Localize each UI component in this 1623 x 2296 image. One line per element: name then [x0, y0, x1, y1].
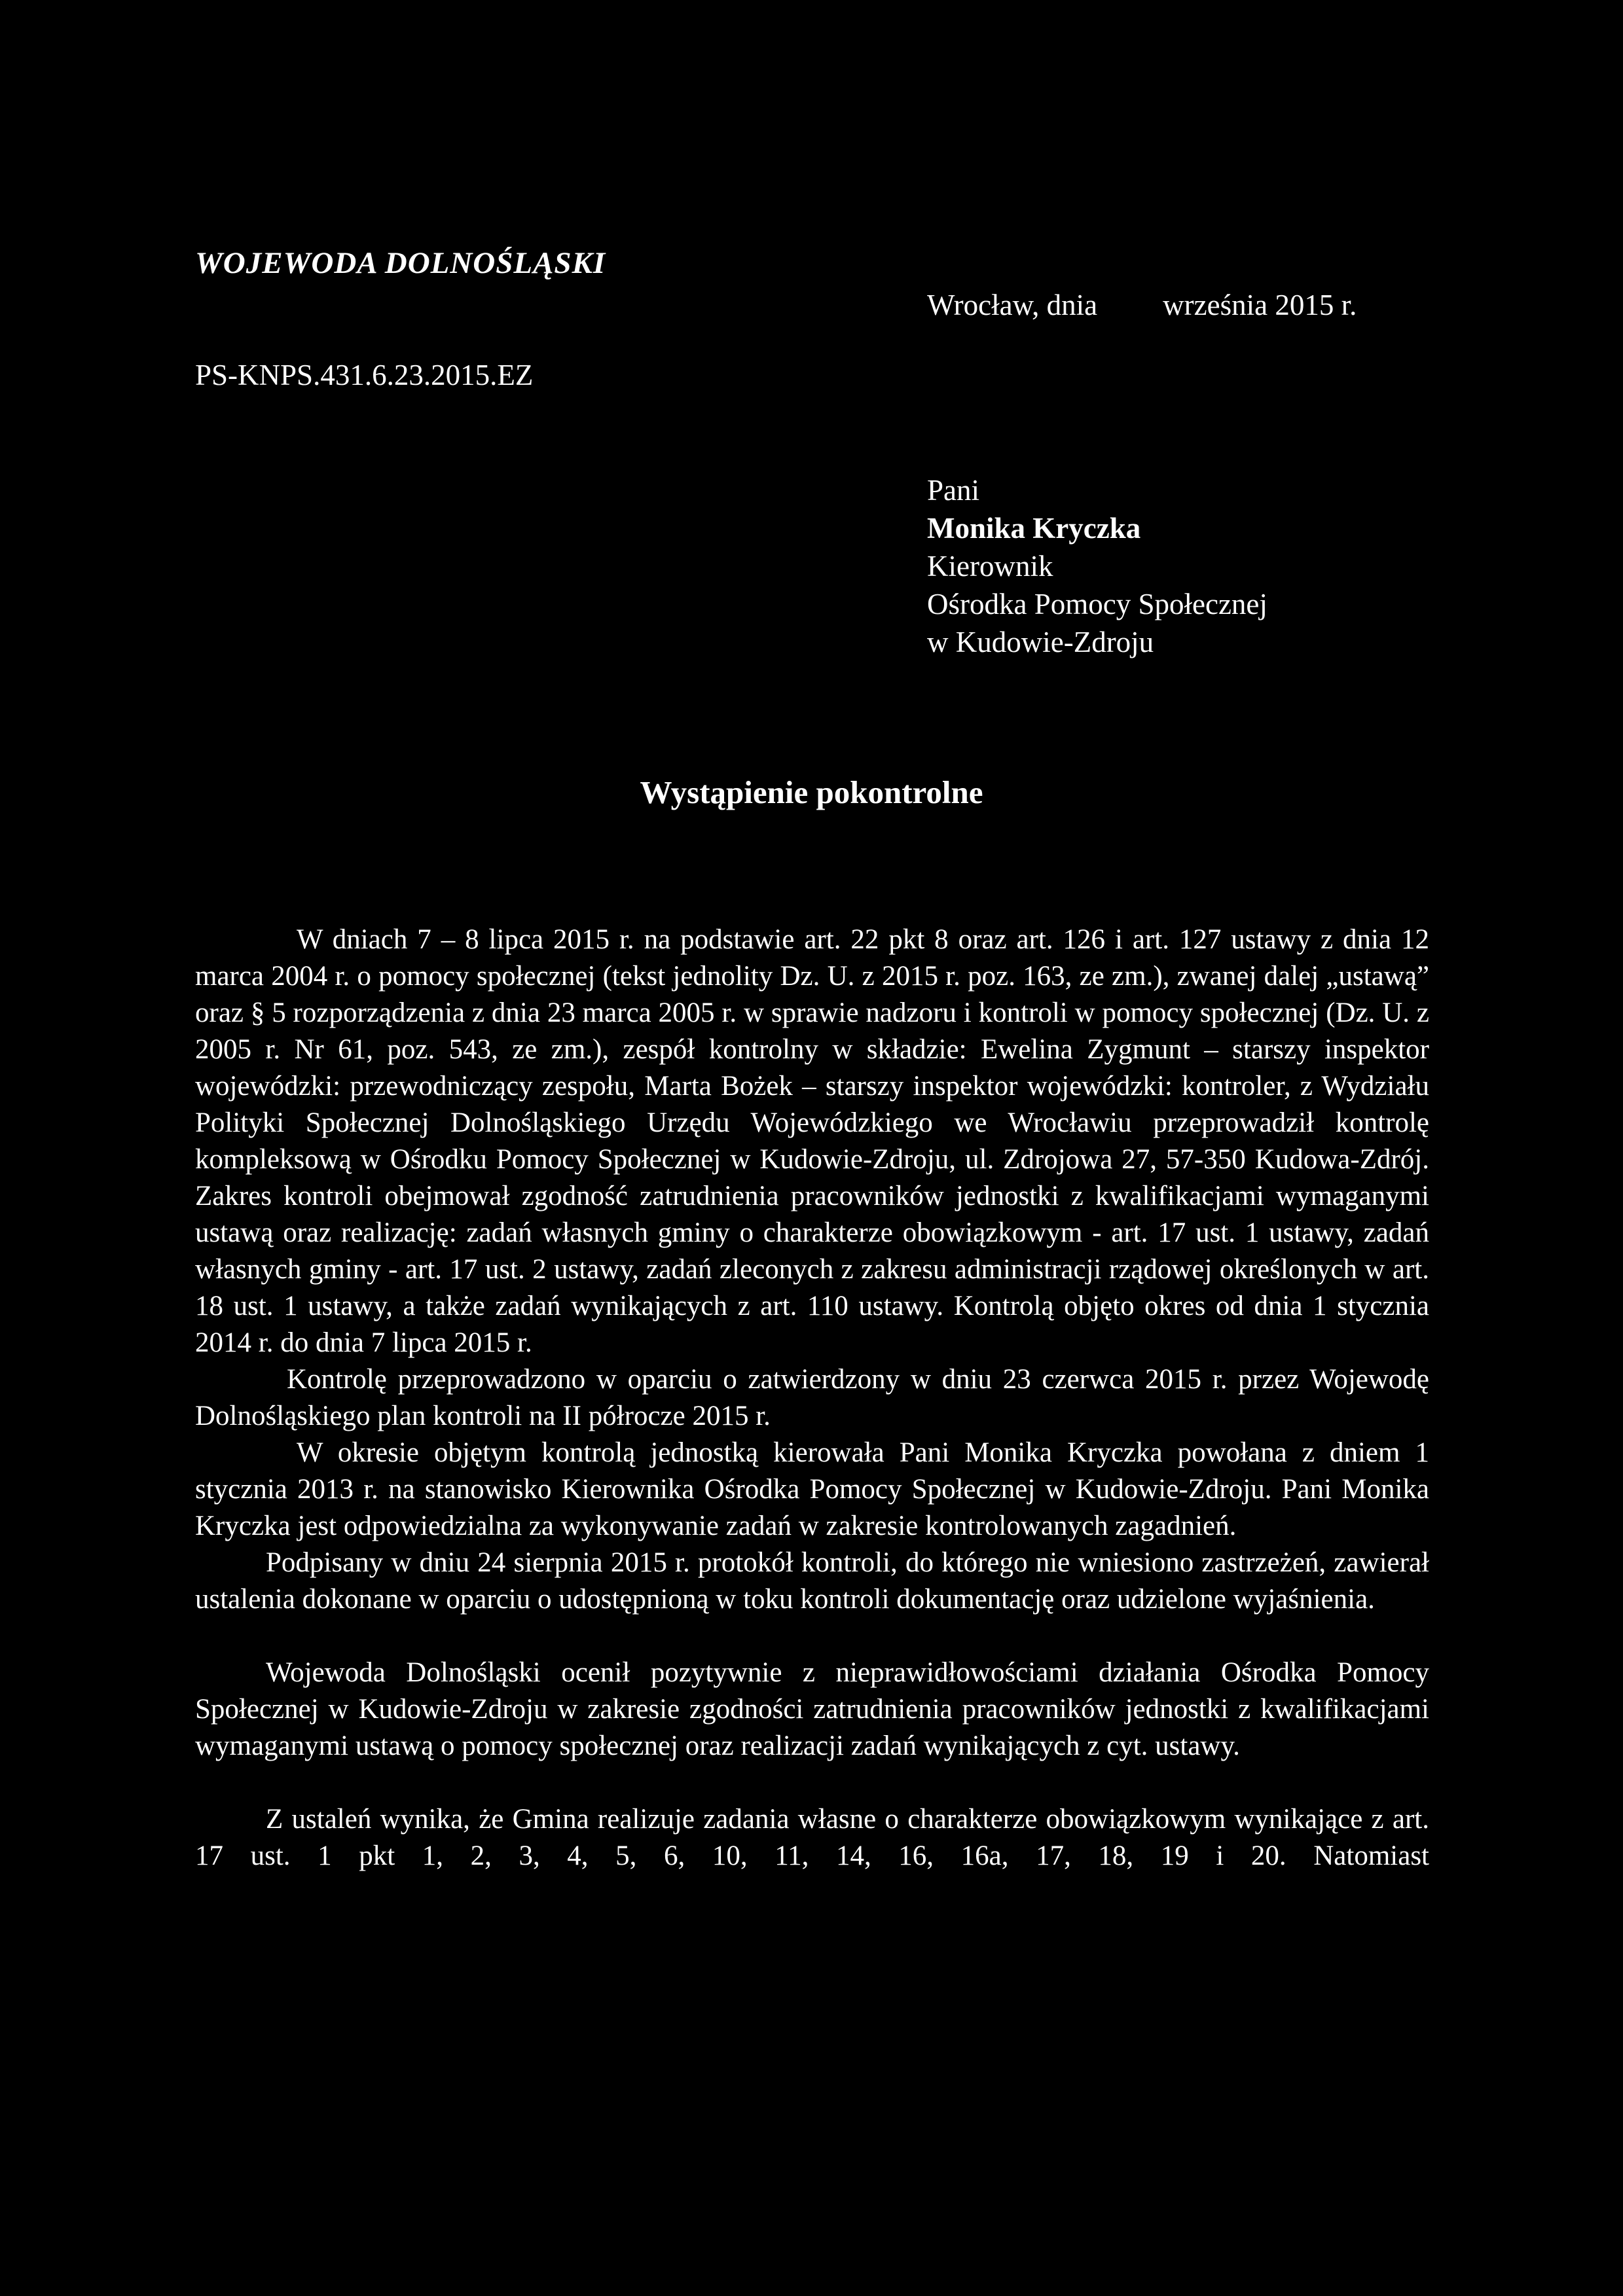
- date-place: Wrocław, dnia: [927, 289, 1098, 321]
- paragraph-assessment: Wojewoda Dolnośląski ocenił pozytywnie z nieprawidłowościami działania Ośrodka Pomocy Społecznej w Kudowie-Zdroju w zakresie zgodności zatrudnienia pracowników jednostki z kwalifikacjami wymaganymi ustawą o pomocy społecznej oraz realizacji zadań wynikających z cyt. ustawy.: [195, 1657, 1429, 1761]
- addressee-position: Kierownik: [927, 550, 1053, 583]
- paragraph-unit-head: W okresie objętym kontrolą jednostką kierowała Pani Monika Kryczka powołana z dniem 1 stycznia 2013 r. na stanowisko Kierownika Ośrodka Pomocy Społecznej w Kudowie-Zdroju. Pani Monika Kryczka jest odpowiedzialna za wykonywanie zadań w zakresie kontrolowanych zagadnień.: [195, 1437, 1429, 1541]
- paragraph-protocol: Podpisany w dniu 24 sierpnia 2015 r. protokół kontroli, do którego nie wniesiono zastrzeżeń, zawierał ustalenia dokonane w oparciu o udostępnioną w toku kontroli dokumentację oraz udzielone wyjaśnienia.: [195, 1547, 1429, 1615]
- paragraph-inspection-scope: W dniach 7 – 8 lipca 2015 r. na podstawie art. 22 pkt 8 oraz art. 126 i art. 127 ustawy z dnia 12 marca 2004 r. o pomocy społecznej (tekst jednolity Dz. U. z 2015 r. poz. 163, ze zm.), zwanej dalej „ustawą” oraz § 5 rozporządzenia z dnia 23 marca 2005 r. w sprawie nadzoru i kontroli w pomocy społecznej (Dz. U. z 2005 r. Nr 61, poz. 543, ze zm.), zespół kontrolny w składzie: Ewelina Zygmunt – starszy inspektor wojewódzki: przewodniczący zespołu, Marta Bożek – starszy inspektor wojewódzki: kontroler, z Wydziału Polityki Społecznej Dolnośląskiego Urzędu Wojewódzkiego we Wrocławiu przeprowadził kontrolę kompleksową w Ośrodku Pomocy Społecznej w Kudowie-Zdroju, ul. Zdrojowa 27, 57-350 Kudowa-Zdrój. Zakres kontroli obejmował zgodność zatrudnienia pracowników jednostki z kwalifikacjami wymaganymi ustawą oraz realizację: zadań własnych gminy o charakterze obowiązkowym - art. 17 ust. 1 ustawy, zadań własnych gminy - art. 17 ust. 2 ustawy, zadań zleconych z zakresu administracji rządowej określonych w art. 18 ust. 1 ustawy, a także zadań wynikających z art. 110 ustawy. Kontrolą objęto okres od dnia 1 stycznia 2014 r. do dnia 7 lipca 2015 r.: [195, 924, 1429, 1358]
- addressee-block: [927, 471, 1267, 661]
- addressee-location: w Kudowie-Zdroju: [927, 626, 1154, 658]
- reference-number: PS-KNPS.431.6.23.2015.EZ: [195, 359, 534, 391]
- paragraph-findings: Z ustaleń wynika, że Gmina realizuje zadania własne o charakterze obowiązkowym wynikające z art. 17 ust. 1 pkt 1, 2, 3, 4, 5, 6, 10, 11, 14, 16, 16a, 17, 18, 19 i 20. Natomiast: [195, 1804, 1429, 1871]
- document-body: [195, 922, 1429, 1874]
- addressee-salutation: Pani: [927, 474, 980, 507]
- document-subject: Wystąpienie pokontrolne: [640, 774, 983, 810]
- date-month-year: września 2015 r.: [1163, 289, 1357, 321]
- date-line: [927, 287, 1357, 323]
- issuing-authority: WOJEWODA DOLNOŚLĄSKI: [195, 246, 606, 280]
- addressee-name: Monika Kryczka: [927, 512, 1141, 545]
- paragraph-inspection-plan: Kontrolę przeprowadzono w oparciu o zatwierdzony w dniu 23 czerwca 2015 r. przez Wojewodę Dolnośląskiego plan kontroli na II półrocze 2015 r.: [195, 1364, 1429, 1431]
- addressee-institution: Ośrodka Pomocy Społecznej: [927, 588, 1267, 620]
